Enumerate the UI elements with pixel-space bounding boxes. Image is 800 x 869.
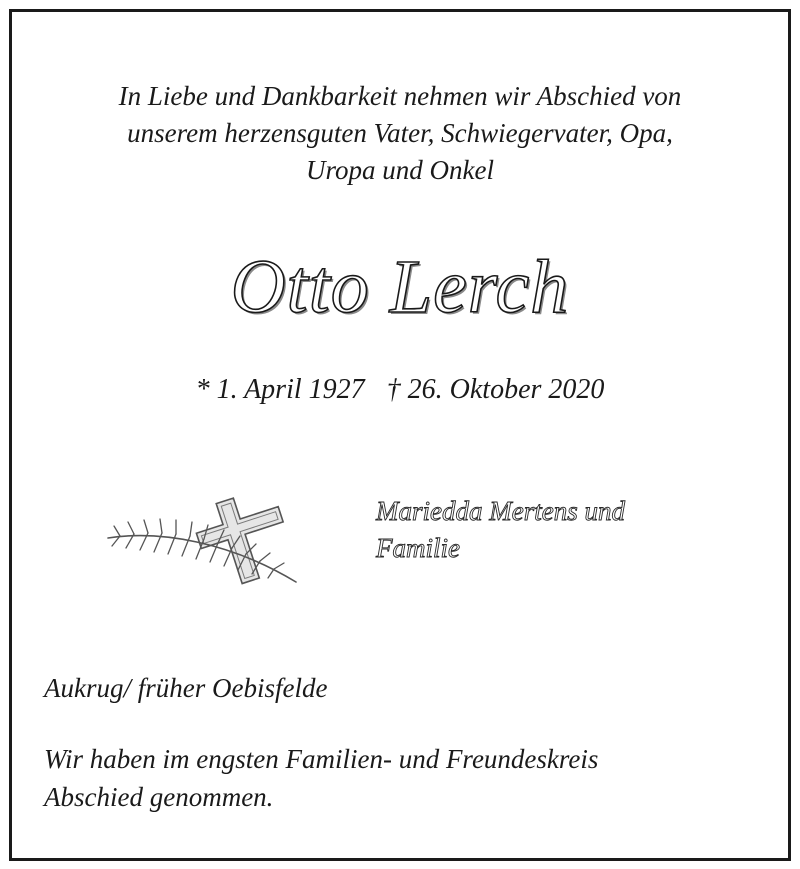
intro-line: In Liebe und Dankbarkeit nehmen wir Abschied von: [118, 81, 682, 111]
intro-line: Uropa und Onkel: [306, 155, 494, 185]
death-date: † 26. Oktober 2020: [386, 374, 605, 405]
life-dates: [0, 371, 800, 409]
closing-text: [44, 740, 598, 816]
cross-icon: [190, 490, 298, 590]
closing-line: Wir haben im engsten Familien- und Freundeskreis: [44, 744, 599, 774]
mourners-line: Mariedda Mertens und: [376, 496, 625, 526]
palm-branch-icon: [108, 519, 296, 582]
deceased-name: Otto Lerch: [230, 245, 570, 329]
intro-text: [0, 78, 800, 189]
cross-with-palm-branch-icon: [100, 490, 305, 590]
closing-line: Abschied genommen.: [44, 782, 274, 812]
mourners-text: [376, 493, 625, 567]
birth-date: * 1. April 1927: [195, 374, 365, 405]
mourners-line: Familie: [376, 533, 460, 563]
place-text: Aukrug/ früher Oebisfelde: [44, 673, 328, 703]
intro-line: unserem herzensguten Vater, Schwiegervater, Opa,: [127, 118, 673, 148]
